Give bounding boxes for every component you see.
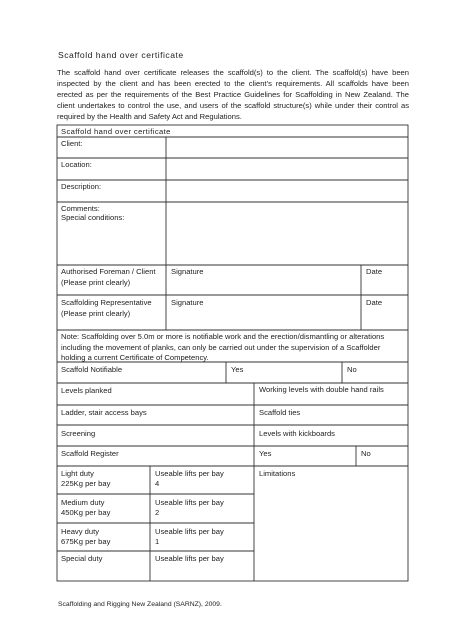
comments-label: Comments: — [61, 204, 100, 213]
duty-load: 225Kg per bay — [61, 479, 111, 488]
scaffold-ties-label: Scaffold ties — [259, 408, 301, 417]
rep-date-label: Date — [366, 298, 383, 307]
screening-label: Screening — [61, 429, 96, 438]
duty-lifts-value: 2 — [155, 508, 160, 517]
foreman-label: Authorised Foreman / Client (Please print clearly) — [61, 267, 156, 287]
scaffolding-rep-label: Scaffolding Representative (Please print clearly) — [61, 298, 152, 318]
register-no-option[interactable]: No — [361, 449, 371, 458]
ladder-access-label: Ladder, stair access bays — [61, 408, 147, 417]
register-yes-option[interactable]: Yes — [259, 449, 272, 458]
duty-name: Special duty — [61, 554, 103, 563]
levels-kickboards-label: Levels with kickboards — [259, 429, 335, 438]
location-field[interactable] — [167, 159, 407, 179]
notifiable-yes-option[interactable]: Yes — [231, 365, 244, 374]
rep-signature-label: Signature — [171, 298, 204, 307]
client-label: Client: — [61, 139, 83, 148]
foreman-date-label: Date — [366, 267, 383, 276]
duty-lifts-value: 4 — [155, 479, 160, 488]
description-label: Description: — [61, 182, 102, 191]
duty-name: Medium duty — [61, 498, 105, 507]
client-field[interactable] — [167, 138, 407, 157]
special-conditions-label: Special conditions: — [61, 213, 125, 222]
limitations-field[interactable] — [255, 480, 407, 580]
intro-paragraph: The scaffold hand over certificate releases the scaffold(s) to the client. The scaffold(s) have been inspected by the client and has been erected to the client’s requirements. All scaffolds have been erected as per the requirements of the Best Practice Guidelines for Scaffolding in New Zealand. The client undertakes to control the use, and users of the scaffold structure(s) while under their control as required by the Health and Safety Act and Regulations. — [57, 68, 409, 121]
duty-lifts-label: Useable lifts per bay — [155, 554, 224, 563]
duty-lifts-label: Useable lifts per bay — [155, 498, 224, 507]
document-title: Scaffold hand over certificate — [58, 50, 184, 60]
location-label: Location: — [61, 160, 92, 169]
scaffold-register-label: Scaffold Register — [61, 449, 119, 458]
duty-load: 675Kg per bay — [61, 537, 111, 546]
footer-credit: Scaffolding and Rigging New Zealand (SARNZ), 2009. — [58, 601, 222, 608]
duty-lifts-value: 1 — [155, 537, 160, 546]
scaffold-notifiable-label: Scaffold Notifiable — [61, 365, 123, 374]
levels-planked-label: Levels planked — [61, 386, 112, 395]
notifiable-no-option[interactable]: No — [347, 365, 357, 374]
foreman-signature-label: Signature — [171, 267, 204, 276]
duty-lifts-label: Useable lifts per bay — [155, 469, 224, 478]
limitations-label: Limitations — [259, 469, 296, 478]
working-levels-label: Working levels with double hand rails — [259, 385, 384, 394]
table-header: Scaffold hand over certificate — [61, 127, 171, 136]
note-text: Note: Scaffolding over 5.0m or more is notifiable work and the erection/dismantling or alterations including the movement of planks, can only be carried out under the supervision of a Scaffolder holding a current Certificate of Competency. — [61, 332, 385, 362]
duty-name: Light duty — [61, 469, 94, 478]
duty-lifts-label: Useable lifts per bay — [155, 527, 224, 536]
duty-load: 450Kg per bay — [61, 508, 111, 517]
duty-name: Heavy duty — [61, 527, 99, 536]
comments-field[interactable] — [167, 203, 407, 264]
description-field[interactable] — [167, 181, 407, 201]
